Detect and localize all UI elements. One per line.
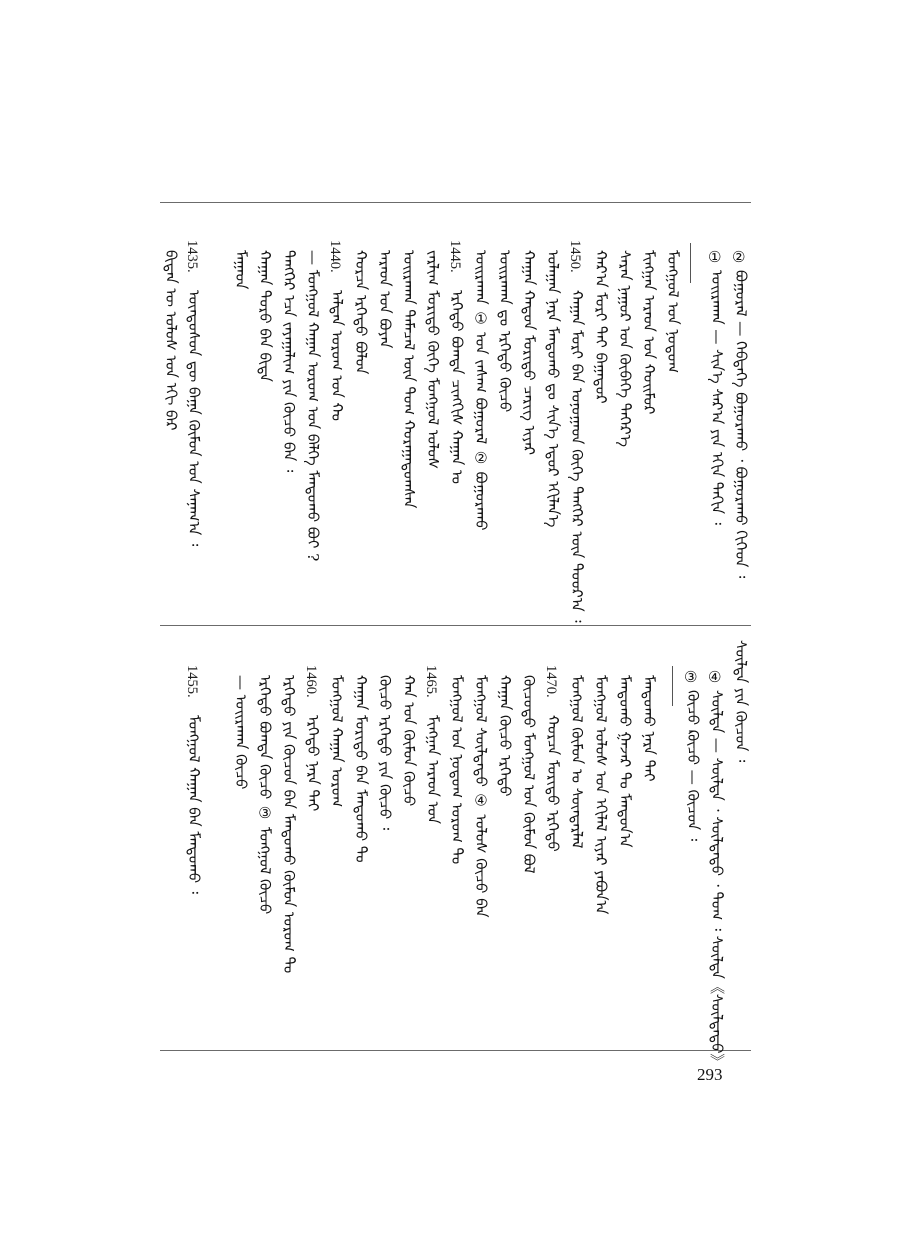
top-rule xyxy=(160,202,751,203)
verse-line: ᠠᠷᠠᠳ ᠤᠨ ᠪᠤᠶᠠᠨ xyxy=(376,250,394,349)
footnote-marker: ③ xyxy=(684,668,698,686)
line-number: 1465. xyxy=(423,665,439,698)
verse-line: ᠮᠠᠨᠳᠤᠬᠤ ᠭᠠᠵᠠᠷ ᠲᠤ ᠮᠠᠨᠳᠤᠨ᠎ᠠ xyxy=(616,675,634,848)
line-number: 1435. xyxy=(184,240,200,273)
verse-line: ᠪᠢᠳᠡᠨ ᠦ ᠤᠯᠤᠰ ᠤᠨ ᠡᠬᠢ ᠪᠡᠷ xyxy=(162,250,180,431)
verse-line: ᠡᠷᠬᠡᠲᠦ ᠪᠣᠭᠳᠠ ᠬᠦᠴᠦ ③ ᠮᠣᠩᠭᠣᠯ ᠬᠦᠴᠦ xyxy=(256,675,274,915)
verse-line: ᠮᠢᠩᠭᠠᠨ ᠠᠷᠠᠳ ᠤᠨ xyxy=(424,715,442,824)
verse-line: ᠮᠢᠩᠭᠠᠨ ᠠᠷᠠᠳ ᠤᠨ ᠬᠣᠢᠮᠤᠷ xyxy=(640,250,658,415)
verse-line: — ᠣᠢᠷᠠᠬᠠᠨ ᠬᠦᠴᠦ xyxy=(232,675,250,790)
verse-line: ᠬᠤᠷᠴᠠ ᠡᠷᠬᠡᠲᠦ ᠪᠤᠯᠤᠨ xyxy=(352,250,370,375)
line-number: 1470. xyxy=(543,665,559,698)
verse-line: ᠮᠣᠩᠭᠣᠯ ᠬᠠᠭᠠᠨ ᠪᠠᠨ ᠮᠠᠨᠳᠤᠬᠤ ᠄ xyxy=(185,715,203,894)
footnote-text: ᠣᠢᠷᠠᠬᠠᠨ — ᠰᠢᠨ᠎ᠡ ᠰᠠᠷ᠎ᠠ ᠶᠢᠨ ᠡᠬᠢᠨ ᠳᠠᠬᠢᠨ ᠄ xyxy=(708,270,726,525)
footnote-marker: ① xyxy=(708,248,722,266)
verse-line: ᠬᠤᠷᠴᠠ ᠮᠣᠷᠢᠲᠤ ᠡᠷᠬᠡᠲᠦ xyxy=(544,715,562,852)
verse-line: ᠬᠦᠴᠦᠲᠦ ᠮᠣᠩᠭᠣᠯ ᠤᠨ ᠬᠦᠮᠦᠨ ᠪᠣᠯ xyxy=(520,675,538,874)
verse-line: ᠠᠯᠲᠠᠨ ᠤᠷᠤᠭ ᠤᠨ ᠬᠤ xyxy=(328,290,346,421)
top-footnote-separator xyxy=(690,243,691,283)
footnote-marker: ② xyxy=(732,248,746,266)
verse-line: ᠰᠠᠷᠠᠨ ᠨᠠᠭᠤᠷ ᠤᠨ ᠬᠥᠪᠡᠭᠡ ᠳᠡᠭᠡᠷ᠎ᠡ xyxy=(616,250,634,448)
verse-line: ᠤᠯᠠᠭᠠᠨ ᠨᠠᠷᠠ ᠮᠠᠨᠳᠤᠬᠤ ᠳᠤ ᠰᠢᠨ᠎ᠡ ᠡᠳᠦᠷ ᠡᠬᠢᠯᠡᠨ᠎ᠡ xyxy=(544,250,562,528)
middle-rule xyxy=(160,625,751,626)
footnote-text: ᠰᠦᠯᠳᠡ — ᠰᠦᠯᠳᠡ ᠂ ᠰᠦᠯᠳᠡᠲᠦ ᠂ ᠲᠤᠭ ᠄ ᠰᠦᠯᠳᠡ《ᠰᠦᠯᠳᠡᠲᠦ》 xyxy=(708,690,726,1069)
bottom-footnote-separator xyxy=(672,666,673,706)
footnote-text: ᠬᠦᠴᠦ ᠺᠦᠴᠦ — ᠬᠦᠴᠦᠨ ᠄ xyxy=(684,690,702,842)
verse-line: ᠡᠷᠬᠡᠲᠦ ᠶᠢᠨ ᠬᠦᠴᠦᠨ ᠪᠡᠨ ᠮᠠᠨᠳᠤᠬᠤ ᠬᠦᠮᠦᠨ ᠤᠷᠤᠭ ᠲᠤ xyxy=(280,675,298,974)
page-number: 293 xyxy=(697,1065,723,1084)
verse-line: ᠮᠣᠩᠭᠣᠯ ᠤᠨ ᠨᠤᠲᠤᠭ ᠤᠷᠤᠭ ᠲᠤ xyxy=(448,675,466,865)
verse-line: ᠬᠠᠭᠠᠨ ᠬᠠᠲᠤᠨ ᠮᠣᠷᠢᠲᠤ ᠴᠡᠷᠢᠭ ᠢᠶᠡᠷ xyxy=(520,250,538,456)
footnote-text: ᠪᠤᠭᠤᠷᠠᠯ — ᠬᠡᠪᠲᠡᠭᠡ ᠪᠤᠭᠤᠷᠠᠬᠤ ᠂ ᠪᠤᠭᠤᠷᠠᠬᠤ ᠬᠢᠭᠡᠳ ᠄ xyxy=(732,270,750,579)
bottom-rule xyxy=(160,1050,751,1051)
line-number: 1445. xyxy=(447,240,463,273)
verse-line: ᠬᠠᠷ᠎ᠠ ᠮᠣᠷᠢ ᠲᠠᠢ ᠪᠠᠭᠠᠲᠤᠷ xyxy=(592,250,610,404)
verse-line: — ᠮᠣᠩᠭᠣᠯ ᠬᠠᠭᠠᠨ ᠤᠷᠤᠭ ᠤᠨ ᠪᠡᠯᠭᠡ ᠮᠠᠨᠳᠤᠬᠤ ᠪᠣᠢ ? xyxy=(304,250,322,562)
verse-line: ᠦᠨᠳᠦᠰᠦᠨ ᠳᠦ ᠪᠠᠭᠠ ᠬᠦᠮᠦᠨ ᠤᠨ ᠰᠠᠨᠠᠭ᠎ᠠ ᠄ xyxy=(185,290,203,547)
verse-line: ᠮᠣᠩᠭᠣᠯ ᠬᠠᠭᠠᠨ ᠤᠷᠤᠭ xyxy=(328,675,346,808)
continuation-line: ᠰᠦᠯᠳᠡ ᠶᠢᠨ ᠬᠦᠴᠦᠨ ᠄ xyxy=(732,640,750,763)
verse-line: ᠮᠣᠩᠭᠣᠯ ᠬᠦᠮᠦᠨ ᠤ ᠰᠦᠨᠳᠡᠷᠯᠡᠯ xyxy=(568,675,586,849)
verse-line: ᠣᠢᠷᠠᠬᠠᠨ ① ᠤᠨ ᠵᠠᠰᠠᠭ ᠪᠤᠭᠤᠷᠠᠯ ② ᠪᠤᠭᠤᠷᠠᠬᠤ xyxy=(472,250,490,531)
verse-line: ᠮᠣᠩᠭᠣᠯ ᠤᠨ ᠨᠤᠲᠤᠭ xyxy=(664,250,682,374)
line-number: 1460. xyxy=(303,665,319,698)
verse-line: ᠬᠠᠭᠠᠨ ᠲᠣᠷᠣ ᠪᠡᠨ ᠪᠢᠳᠡ xyxy=(256,250,274,382)
verse-line: ᠣᠢᠷᠠᠬᠠᠨ ᠳᠤ ᠡᠷᠬᠡᠲᠦ ᠬᠦᠴᠦ xyxy=(496,250,514,413)
line-number: 1440. xyxy=(327,240,343,273)
verse-line: ᠮᠣᠩᠭᠣᠯ ᠰᠦᠯᠳᠡᠲᠦ ④ ᠤᠯᠤᠰ ᠬᠦᠴᠦ ᠪᠡᠨ xyxy=(472,675,490,918)
verse-line: ᠬᠠᠭᠠᠨ ᠬᠦᠴᠦ ᠡᠷᠬᠡᠲᠦ xyxy=(496,675,514,797)
verse-line: ᠣᠢᠷᠠᠬᠠᠨ ᠲᠡᠮᠡᠴᠡᠯ ᠦᠨ ᠲᠤᠭ ᠬᠤᠷᠠᠭᠠᠳᠤᠭᠰᠠᠨ xyxy=(400,250,418,509)
verse-line: ᠡᠷᠬᠡᠲᠦ ᠪᠣᠭᠳᠠ ᠴᠢᠩᠭᠢᠰ ᠬᠠᠭᠠᠨ ᠤ xyxy=(448,290,466,485)
verse-line: ᠬᠠᠭᠠᠨ ᠮᠣᠷᠢ ᠪᠡᠨ ᠣᠨᠣᠭᠠᠳ ᠬᠥᠬᠡ ᠲᠡᠩᠭᠡᠷ ᠦᠨ ᠳᠣᠣᠷ᠎ᠠ ᠄ xyxy=(568,290,586,623)
verse-line: ᠮᠠᠨᠳᠤᠬᠤ ᠨᠠᠷᠠ ᠲᠠᠢ xyxy=(640,675,658,782)
verse-line: ᠬᠠᠭᠠᠨ ᠮᠣᠷᠢᠲᠤ ᠪᠡᠨ ᠮᠠᠨᠳᠤᠬᠤ ᠲᠤ xyxy=(352,675,370,863)
verse-line: ᠡᠷᠬᠡᠲᠦ ᠨᠠᠷᠠ ᠲᠠᠢ xyxy=(304,715,322,812)
verse-line: ᠲᠡᠩᠭᠡᠷ ᠡᠴᠡ ᠵᠠᠶᠠᠭᠠᠯᠢᠭ ᠶᠢᠨ ᠬᠦᠴᠦ ᠪᠡᠨ ᠄ xyxy=(280,250,298,473)
line-number: 1450. xyxy=(567,240,583,273)
verse-line: ᠮᠠᠭᠠᠳ xyxy=(232,250,250,290)
verse-line: ᠬᠠᠨ ᠤᠨ ᠬᠦᠮᠦᠨ ᠬᠦᠴᠦ xyxy=(400,675,418,807)
verse-line: ᠮᠣᠩᠭᠣᠯ ᠤᠯᠤᠰ ᠤᠨ ᠡᠬᠢᠯᠡᠯ ᠢᠶᠡᠷ ᠶᠠᠪᠤᠨ᠎ᠠ xyxy=(592,675,610,915)
footnote-marker: ④ xyxy=(708,668,722,686)
line-number: 1455. xyxy=(184,665,200,698)
verse-line: ᠵᠠᠷᠯᠢᠭ ᠮᠣᠷᠢᠲᠤ ᠬᠥᠬᠡ ᠮᠣᠩᠭᠣᠯ ᠤᠯᠤᠰ xyxy=(424,250,442,470)
verse-line: ᠬᠦᠴᠦ ᠡᠷᠬᠡᠲᠦ ᠶᠢᠨ ᠬᠦᠴᠦ ᠄ xyxy=(376,675,394,831)
